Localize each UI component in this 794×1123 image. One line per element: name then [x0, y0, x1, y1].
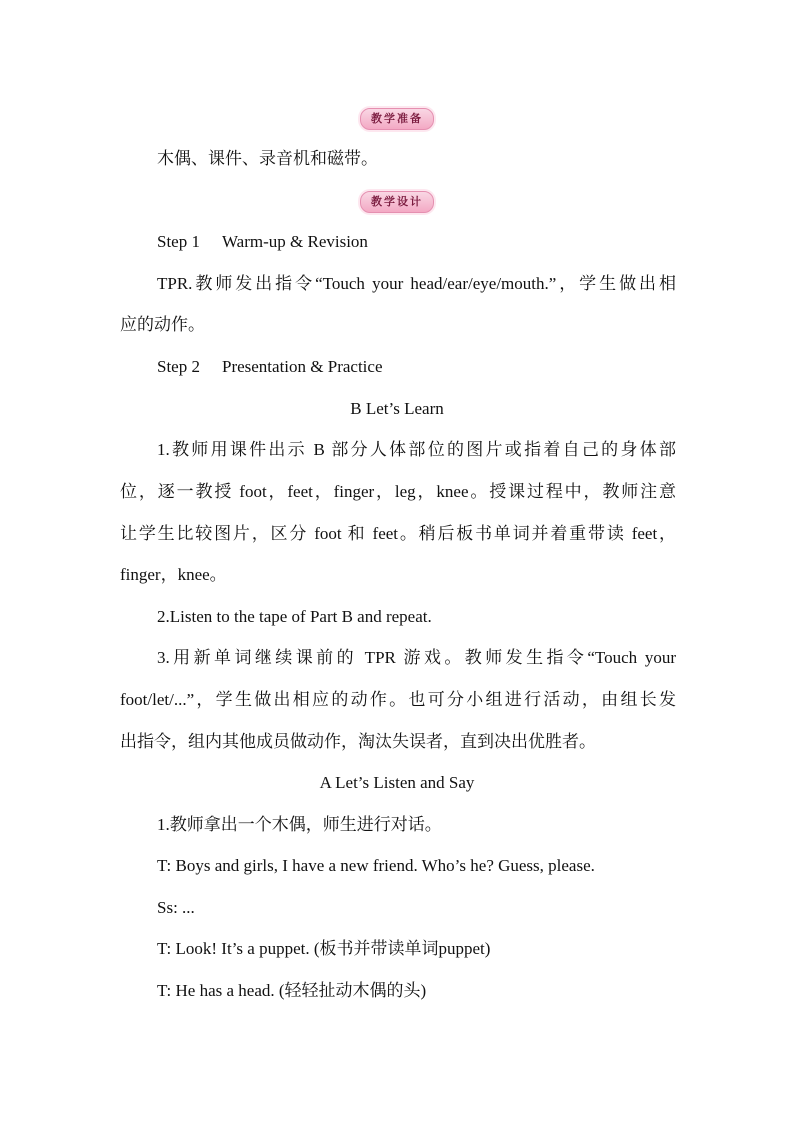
step2-heading [157, 356, 383, 378]
part-b-item1-line1: 1.教师用课件出示 B 部分人体部位的图片或指着自己的身体部 [157, 440, 676, 459]
part-b-item2: 2.Listen to the tape of Part B and repeat. [157, 607, 432, 626]
part-b-item3-line1: 3.用新单词继续课前的 TPR 游戏。教师发生指令“Touch your [157, 648, 676, 667]
part-b-item1-line4: finger，knee。 [120, 565, 227, 584]
materials-text: 木偶、课件、录音机和磁带。 [157, 149, 378, 168]
part-a-heading: A Let’s Listen and Say [319, 773, 475, 792]
part-b-item3-line3: 出指令，组内其他成员做动作，淘汰失误者，直到决出优胜者。 [120, 732, 596, 751]
part-b-item1-line3: 让学生比较图片，区分 foot 和 feet。稍后板书单词并着重带读 feet， [120, 524, 676, 543]
part-b-item1-line2: 位，逐一教授 foot，feet，finger，leg，knee。授课过程中，教师注意 [120, 482, 676, 501]
section-header-design [0, 191, 794, 213]
prep-badge: 教学准备 [360, 108, 434, 130]
step1-paragraph-line2: 应的动作。 [120, 315, 205, 334]
dialogue-line: T: Look! It’s a puppet. (板书并带读单词puppet) [157, 939, 491, 958]
step1-label: Step 1 [157, 232, 200, 251]
dialogue-line: Ss: ... [157, 898, 195, 917]
step1-title: Warm-up & Revision [221, 232, 368, 251]
step2-label: Step 2 [157, 357, 200, 376]
section-header-prep [0, 108, 794, 130]
dialogue-line: T: He has a head. (轻轻扯动木偶的头) [157, 981, 427, 1000]
step2-title: Presentation & Practice [221, 357, 383, 376]
step1-heading [157, 231, 368, 253]
dialogue-line: T: Boys and girls, I have a new friend. Who’s he? Guess, please. [157, 856, 595, 875]
part-b-heading: B Let’s Learn [350, 399, 444, 418]
part-b-item3-line2: foot/let/...”，学生做出相应的动作。也可分小组进行活动，由组长发 [120, 690, 676, 709]
step1-paragraph-line1: TPR.教师发出指令“Touch your head/ear/eye/mouth.”，学生做出相 [157, 274, 676, 293]
part-a-item1: 1.教师拿出一个木偶，师生进行对话。 [157, 815, 442, 834]
design-badge: 教学设计 [360, 191, 434, 213]
